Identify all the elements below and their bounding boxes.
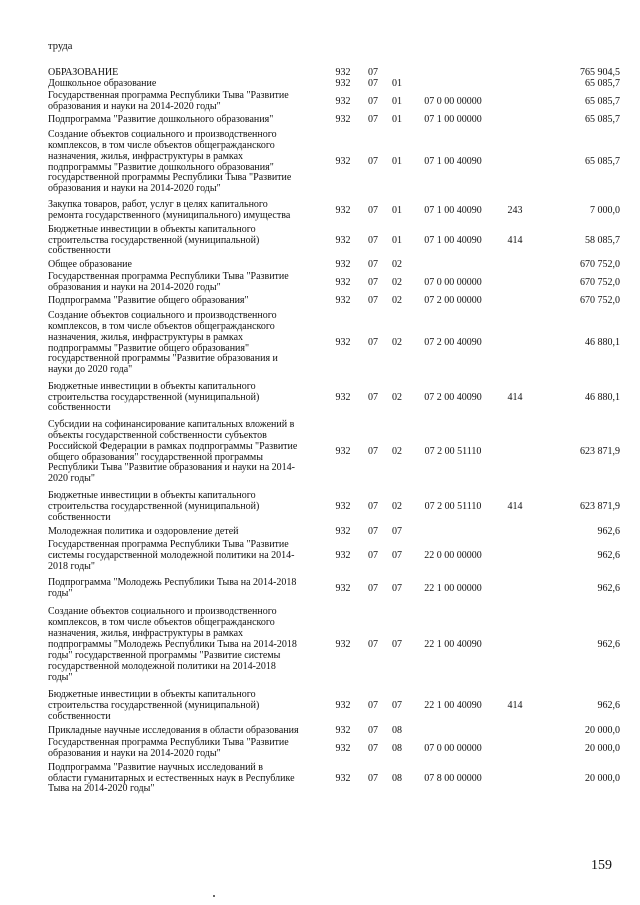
row-glv: 932 [335, 501, 351, 513]
row-glv: 932 [335, 700, 351, 712]
table-row [48, 259, 620, 271]
row-rz: 07 [368, 501, 378, 513]
row-sum: 962,6 [597, 550, 620, 562]
row-name: Прикладные научные исследования в области образования [48, 724, 299, 736]
table-row [48, 538, 620, 575]
row-name: Государственная программа Республики Тыва "Развитие образования и науки на 2014-2020 годы" [48, 737, 289, 759]
row-sum: 670 752,0 [580, 258, 620, 270]
row-csr: 07 2 00 51110 [424, 501, 482, 513]
row-rz: 07 [368, 772, 378, 784]
row-rz: 07 [368, 294, 378, 306]
row-glv: 932 [335, 446, 351, 458]
row-glv: 932 [335, 78, 351, 90]
row-sum: 46 880,1 [585, 391, 620, 403]
row-sum: 20 000,0 [585, 742, 620, 754]
row-name: Бюджетные инвестиции в объекты капитального строительства государственной (муниципальной) собственности [48, 689, 260, 722]
table-row [48, 199, 620, 223]
row-name: Государственная программа Республики Тыва "Развитие системы государственной молодежной политики на 2014- 2018 годы" [48, 539, 295, 572]
row-pr: 02 [392, 501, 402, 513]
row-vr: 414 [507, 391, 523, 403]
row-glv: 932 [335, 391, 351, 403]
row-csr: 22 1 00 40090 [424, 639, 482, 651]
row-name: Дошкольное образование [48, 78, 157, 90]
row-glv: 932 [335, 234, 351, 246]
row-rz: 07 [368, 258, 378, 270]
table-row [48, 79, 620, 90]
row-csr: 07 0 00 00000 [424, 95, 482, 107]
row-glv: 932 [335, 742, 351, 754]
table-row [48, 126, 620, 199]
row-rz: 07 [368, 204, 378, 216]
row-rz: 07 [368, 639, 378, 651]
row-name: Государственная программа Республики Тыва "Развитие образования и науки на 2014-2020 годы" [48, 90, 289, 112]
row-name: Подпрограмма "Молодежь Республики Тыва на 2014-2018 годы" [48, 577, 297, 599]
row-pr: 01 [392, 78, 402, 90]
row-sum: 7 000,0 [590, 204, 620, 216]
row-sum: 670 752,0 [580, 294, 620, 306]
row-sum: 65 085,7 [585, 113, 620, 125]
row-pr: 01 [392, 156, 402, 168]
row-name: Создание объектов социального и производственного комплексов, в том числе объектов общегражданского назначения, жилья, инфраструктуры в рамках подпрограммы "Развитие дошкольного образования" государственной программы Республики Тыва "Развитие образования и науки на 2014-2020 годы" [48, 128, 292, 195]
row-pr: 02 [392, 337, 402, 349]
row-vr: 414 [507, 501, 523, 513]
row-rz: 07 [368, 78, 378, 90]
row-pr: 07 [392, 700, 402, 712]
row-csr: 07 1 00 00000 [424, 113, 482, 125]
table-row [48, 489, 620, 526]
row-rz: 07 [368, 525, 378, 537]
row-csr: 07 1 00 40090 [424, 156, 482, 168]
row-rz: 07 [368, 391, 378, 403]
row-sum: 623 871,9 [580, 446, 620, 458]
row-name: Бюджетные инвестиции в объекты капитального строительства государственной (муниципальной) собственности [48, 223, 260, 257]
row-sum: 46 880,1 [585, 337, 620, 349]
row-glv: 932 [335, 525, 351, 537]
row-pr: 07 [392, 525, 402, 537]
row-csr: 22 1 00 40090 [424, 700, 482, 712]
row-sum: 65 085,7 [585, 95, 620, 107]
row-name: Создание объектов социального и производственного комплексов, в том числе объектов общегражданского назначения, жилья, инфраструктуры в рамках подпрограммы "Развитие общего образования" государственной программы "Развитие образования и науки до 2020 года" [48, 309, 278, 376]
row-glv: 932 [335, 582, 351, 594]
row-csr: 07 1 00 40090 [424, 234, 482, 246]
row-rz: 07 [368, 337, 378, 349]
row-glv: 932 [335, 67, 351, 79]
row-pr: 07 [392, 582, 402, 594]
row-csr: 07 0 00 00000 [424, 276, 482, 288]
row-rz: 07 [368, 113, 378, 125]
row-name: Субсидии на софинансирование капитальных вложений в объекты государственной собственности субъектов Российской Федерации в рамках подпрограммы "Развитие общего образования" государственной программы Республики Тыва "Развитие образования и науки на 2014- 2020 годы" [48, 418, 298, 485]
table-row [48, 295, 620, 307]
row-name: Молодежная политика и оздоровление детей [48, 525, 239, 537]
row-pr: 02 [392, 446, 402, 458]
row-name: Подпрограмма "Развитие научных исследований в области гуманитарных и естественных наук в Республике Тыва на 2014-2020 годы" [48, 761, 295, 795]
row-glv: 932 [335, 724, 351, 736]
row-glv: 932 [335, 276, 351, 288]
row-sum: 623 871,9 [580, 501, 620, 513]
row-glv: 932 [335, 772, 351, 784]
row-name: Общее образование [48, 258, 132, 270]
row-sum: 962,6 [597, 700, 620, 712]
row-name: Закупка товаров, работ, услуг в целях капитального ремонта государственного (муниципального) имущества [48, 199, 291, 221]
row-pr: 02 [392, 258, 402, 270]
scan-artifact [213, 895, 215, 897]
row-pr: 01 [392, 234, 402, 246]
row-name: Подпрограмма "Развитие дошкольного образования" [48, 113, 274, 125]
row-rz: 07 [368, 67, 378, 79]
row-rz: 07 [368, 446, 378, 458]
row-rz: 07 [368, 700, 378, 712]
row-sum: 670 752,0 [580, 276, 620, 288]
table-row [48, 307, 620, 380]
table-row [48, 416, 620, 489]
row-csr: 22 0 00 00000 [424, 550, 482, 562]
row-pr: 01 [392, 204, 402, 216]
row-glv: 932 [335, 204, 351, 216]
row-sum: 765 904,5 [580, 67, 620, 79]
row-rz: 07 [368, 276, 378, 288]
row-name: Бюджетные инвестиции в объекты капитального строительства государственной (муниципальной) собственности [48, 490, 260, 523]
table-row [48, 223, 620, 259]
row-csr: 22 1 00 00000 [424, 582, 482, 594]
row-csr: 07 2 00 00000 [424, 294, 482, 306]
table-row [48, 575, 620, 603]
row-vr: 243 [507, 204, 523, 216]
table-row [48, 603, 620, 688]
row-rz: 07 [368, 582, 378, 594]
table-row [48, 380, 620, 416]
budget-table [48, 68, 620, 797]
row-pr: 07 [392, 639, 402, 651]
row-name: ОБРАЗОВАНИЕ [48, 67, 119, 79]
table-row [48, 761, 620, 797]
row-csr: 07 2 00 40090 [424, 391, 482, 403]
row-rz: 07 [368, 550, 378, 562]
table-row [48, 271, 620, 295]
row-rz: 07 [368, 742, 378, 754]
table-row [48, 526, 620, 538]
row-pr: 01 [392, 95, 402, 107]
table-row [48, 114, 620, 126]
row-pr: 08 [392, 742, 402, 754]
row-name: Государственная программа Республики Тыва "Развитие образования и науки на 2014-2020 годы" [48, 271, 289, 293]
row-csr: 07 2 00 51110 [424, 446, 482, 458]
row-name: Подпрограмма "Развитие общего образования" [48, 294, 249, 306]
row-vr: 414 [507, 700, 523, 712]
row-name: Бюджетные инвестиции в объекты капитального строительства государственной (муниципальной) собственности [48, 380, 260, 414]
row-glv: 932 [335, 113, 351, 125]
table-row [48, 737, 620, 761]
row-rz: 07 [368, 156, 378, 168]
row-csr: 07 1 00 40090 [424, 204, 482, 216]
row-rz: 07 [368, 724, 378, 736]
continued-text: труда [48, 41, 73, 52]
row-sum: 20 000,0 [585, 772, 620, 784]
page-number: 159 [591, 858, 612, 873]
row-pr: 02 [392, 391, 402, 403]
row-pr: 02 [392, 294, 402, 306]
row-name: Создание объектов социального и производственного комплексов, в том числе объектов общегражданского назначения, жилья, инфраструктуры в рамках подпрограммы "Молодежь Республики Тыва на 2014-2018 годы" государственной программы "Развитие системы государственной молодежной политики на 2014-2018 годы" [48, 606, 297, 683]
row-pr: 02 [392, 276, 402, 288]
row-sum: 20 000,0 [585, 724, 620, 736]
row-sum: 65 085,7 [585, 78, 620, 90]
row-csr: 07 8 00 00000 [424, 772, 482, 784]
row-sum: 962,6 [597, 525, 620, 537]
row-pr: 08 [392, 724, 402, 736]
row-pr: 01 [392, 113, 402, 125]
row-pr: 08 [392, 772, 402, 784]
table-row [48, 90, 620, 114]
row-sum: 65 085,7 [585, 156, 620, 168]
row-pr: 07 [392, 550, 402, 562]
row-glv: 932 [335, 156, 351, 168]
row-glv: 932 [335, 639, 351, 651]
table-row [48, 725, 620, 737]
row-sum: 962,6 [597, 639, 620, 651]
row-glv: 932 [335, 294, 351, 306]
row-glv: 932 [335, 337, 351, 349]
row-csr: 07 2 00 40090 [424, 337, 482, 349]
row-rz: 07 [368, 234, 378, 246]
row-csr: 07 0 00 00000 [424, 742, 482, 754]
row-glv: 932 [335, 550, 351, 562]
row-glv: 932 [335, 258, 351, 270]
row-sum: 962,6 [597, 582, 620, 594]
row-rz: 07 [368, 95, 378, 107]
table-row [48, 688, 620, 725]
row-vr: 414 [507, 234, 523, 246]
row-sum: 58 085,7 [585, 234, 620, 246]
row-glv: 932 [335, 95, 351, 107]
